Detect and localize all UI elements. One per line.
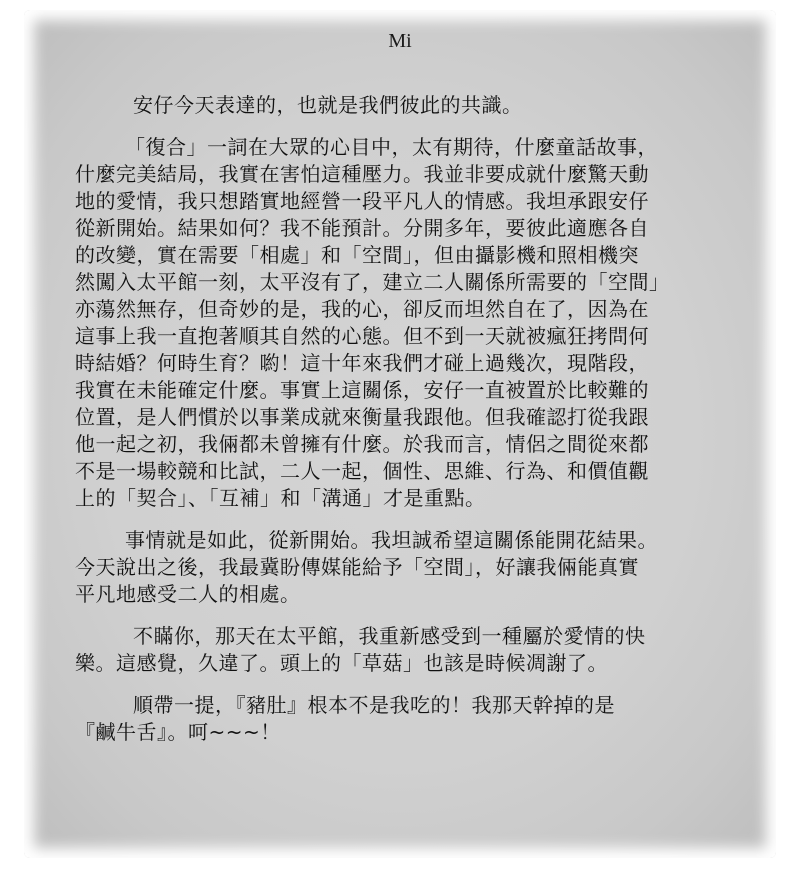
- paragraph-line: 什麼完美結局，我實在害怕這種壓力。我並非要成就什麼驚天動: [75, 162, 649, 186]
- paragraph-line: 事情就是如此，從新開始。我坦誠希望這關係能開花結果。: [125, 528, 658, 552]
- paragraph-line: 『鹹牛舌』。呵~~~！: [75, 720, 281, 744]
- paragraph-line: 然闖入太平館一刻，太平沒有了，建立二人關係所需要的「空間」: [75, 270, 670, 294]
- paragraph-line: 他一起之初，我倆都未曾擁有什麼。於我而言，情侶之間從來都: [75, 432, 649, 456]
- paragraph-1: [75, 92, 725, 119]
- paragraph-line: 地的愛情，我只想踏實地經營一段平凡人的情感。我坦承跟安仔: [75, 189, 649, 213]
- paragraph-line: 不瞞你，那天在太平館，我重新感受到一種屬於愛情的快: [133, 624, 646, 648]
- letter-body: [75, 92, 725, 746]
- paragraph-line: 上的「契合」、「互補」和「溝通」才是重點。: [75, 486, 486, 510]
- paragraph-line: 的改變，實在需要「相處」和「空間」，但由攝影機和照相機突: [75, 243, 639, 267]
- paragraph-2: [75, 134, 725, 512]
- paragraph-line: 我實在未能確定什麼。事實上這關係，安仔一直被置於比較難的: [75, 378, 649, 402]
- paragraph-line: 樂。這感覺，久違了。頭上的「草菇」也該是時候凋謝了。: [75, 651, 608, 675]
- paragraph-line: 亦蕩然無存，但奇妙的是，我的心，卻反而坦然自在了，因為在: [75, 297, 649, 321]
- paragraph-line: 平凡地感受二人的相處。: [75, 582, 301, 606]
- signature: Mi: [388, 30, 412, 52]
- paragraph-line: 時結婚？何時生育？喲！這十年來我們才碰上過幾次，現階段，: [75, 351, 649, 375]
- paragraph-line: 位置，是人們慣於以事業成就來衡量我跟他。但我確認打從我跟: [75, 405, 649, 429]
- paragraph-line: 從新開始。結果如何？我不能預計。分開多年，要彼此適應各自: [75, 216, 649, 240]
- paragraph-line: 安仔今天表達的，也就是我們彼此的共識。: [133, 93, 523, 117]
- paragraph-line: 不是一場較競和比試，二人一起，個性、思維、行為、和價值觀: [75, 459, 649, 483]
- paragraph-3: [75, 527, 725, 608]
- paragraph-line: 這事上我一直抱著順其自然的心態。但不到一天就被瘋狂拷問何: [75, 324, 649, 348]
- paragraph-line: 「復合」一詞在大眾的心目中，太有期待，什麼童話故事，: [125, 135, 658, 159]
- paragraph-line: 今天說出之後，我最冀盼傳媒能給予「空間」，好讓我倆能真實: [75, 555, 639, 579]
- paragraph-line: 順帶一提，『豬肚』根本不是我吃的！我那天幹掉的是: [133, 693, 615, 717]
- paragraph-4: [75, 623, 725, 677]
- paragraph-5: [75, 692, 725, 746]
